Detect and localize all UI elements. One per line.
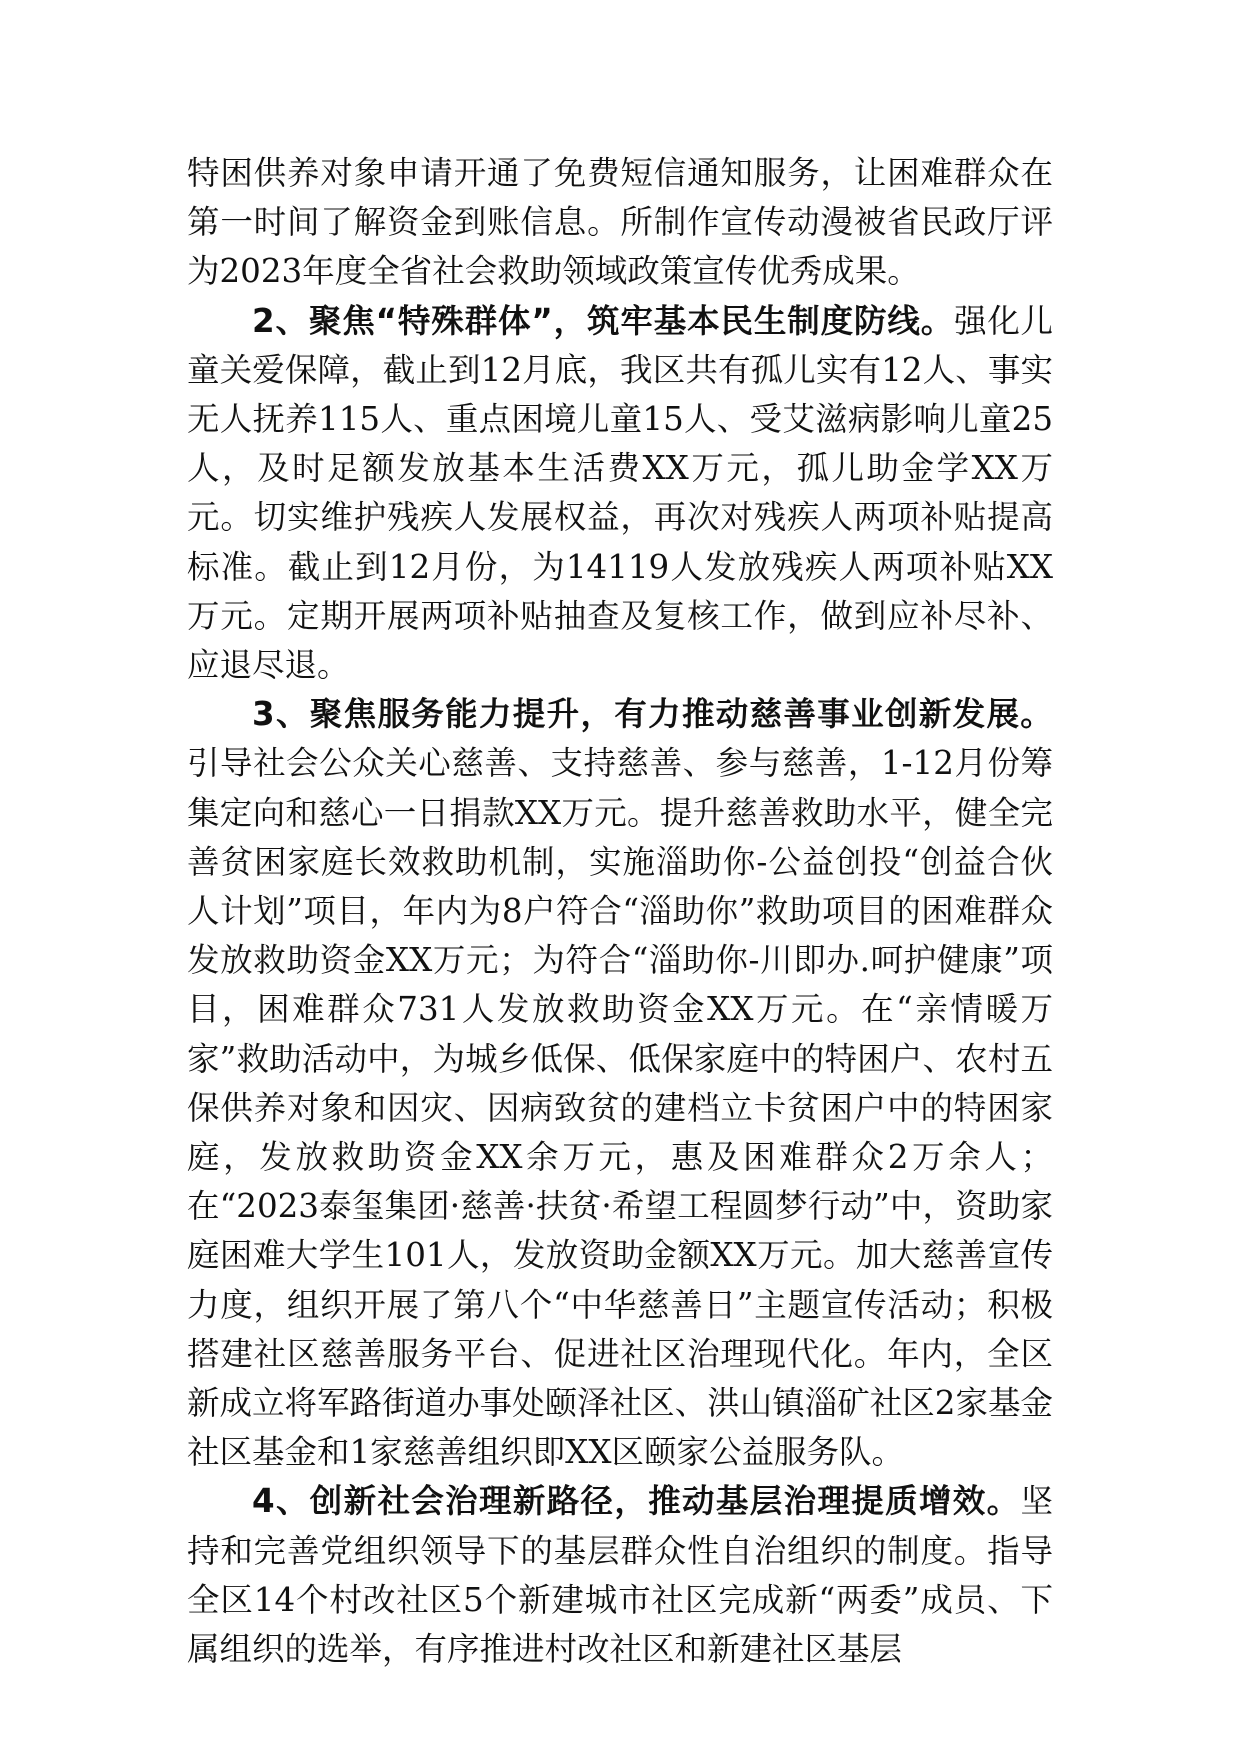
paragraph-text: 特困供养对象申请开通了免费短信通知服务，让困难群众在第一时间了解资金到账信息。所制作宣传动漫被省民政厅评为2023年度全省社会救助领域政策宣传优秀成果。 <box>187 154 1053 291</box>
paragraph-text: 坚持和完善党组织领导下的基层群众性自治组织的制度。指导全区14个村改社区5个新建城市社区完成新“两委”成员、下属组织的选举，有序推进村改社区和新建社区基层 <box>187 1482 1053 1669</box>
paragraph-section-3 <box>187 690 1053 1477</box>
section-heading: 3、聚焦服务能力提升，有力推动慈善事业创新发展。 <box>252 695 1053 734</box>
paragraph-text: 引导社会公众关心慈善、支持慈善、参与慈善，1-12月份筹集定向和慈心一日捐款XX万元。提升慈善救助水平，健全完善贫困家庭长效救助机制，实施淄助你-公益创投“创益合伙人计划”项目，年内为8户符合“淄助你”救助项目的困难群众发放救助资金XX万元；为符合“淄助你-川即办.呵护健康”项目，困难群众731人发放救助资金XX万元。在“亲情暖万家”救助活动中，为城乡低保、低保家庭中的特困户、农村五保供养对象和因灾、因病致贫的建档立卡贫困户中的特困家庭，发放救助资金XX余万元，惠及困难群众2万余人；在“2023泰玺集团·慈善·扶贫·希望工程圆梦行动”中，资助家庭困难大学生101人，发放资助金额XX万元。加大慈善宣传力度，组织开展了第八个“中华慈善日”主题宣传活动；积极搭建社区慈善服务平台、促进社区治理现代化。年内，全区新成立将军路街道办事处颐泽社区、洪山镇淄矿社区2家基金社区基金和1家慈善组织即XX区颐家公益服务队。 <box>187 744 1053 1472</box>
paragraph-section-4 <box>187 1477 1053 1674</box>
document-body <box>187 149 1053 1674</box>
paragraph-continuation <box>187 149 1053 297</box>
paragraph-section-2 <box>187 297 1053 691</box>
section-heading: 4、创新社会治理新路径，推动基层治理提质增效。 <box>252 1482 1021 1521</box>
section-heading: 2、聚焦“特殊群体”，筑牢基本民生制度防线。 <box>252 301 955 340</box>
paragraph-text: 强化儿童关爱保障，截止到12月底，我区共有孤儿实有12人、事实无人抚养115人、重点困境儿童15人、受艾滋病影响儿童25人，及时足额发放基本生活费XX万元，孤儿助金学XX万元。切实维护残疾人发展权益，再次对残疾人两项补贴提高标准。截止到12月份，为14119人发放残疾人两项补贴XX万元。定期开展两项补贴抽查及复核工作，做到应补尽补、应退尽退。 <box>187 301 1053 685</box>
